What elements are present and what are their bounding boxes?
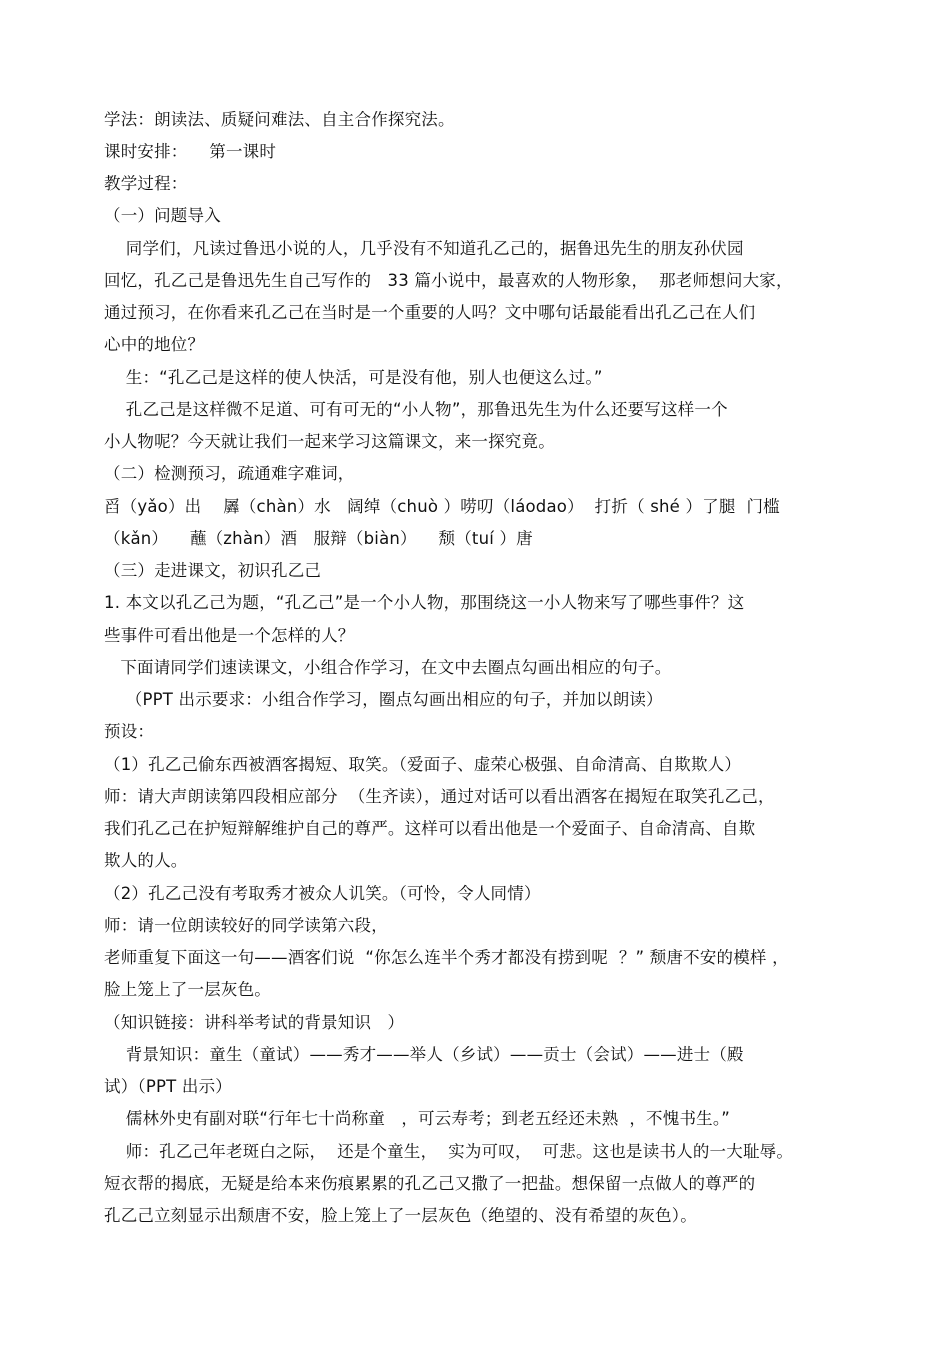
paragraph-line: 回忆，孔乙己是鲁迅先生自己写作的 33 篇小说中，最喜欢的人物形象， 那老师想问大家，	[104, 271, 793, 290]
paragraph-line: 儒林外史有副对联“行年七十尚称童 ，可云寿考；到老五经还未熟 ，不愧书生。”	[104, 1109, 731, 1128]
paragraph-line: 欺人的人。	[104, 851, 188, 870]
section-heading-3: （三）走进课文，初识孔乙己	[104, 561, 322, 580]
text-line-process-heading: 教学过程：	[104, 174, 188, 193]
paragraph-line: 老师重复下面这一句——酒客们说 “你怎么连半个秀才都没有捞到呢 ？” 颓唐不安的模样 ，	[104, 948, 789, 967]
paragraph-line: 试）（PPT 出示）	[104, 1077, 232, 1096]
paragraph-line: 小人物呢？今天就让我们一起来学习这篇课文，来一探究竟。	[104, 432, 555, 451]
paragraph-line: 短衣帮的揭底，无疑是给本来伤痕累累的孔乙己又撒了一把盐。想保留一点做人的尊严的	[104, 1174, 756, 1193]
paragraph-line: （1）孔乙己偷东西被酒客揭短、取笑。（爱面子、虚荣心极强、自命清高、自欺欺人）	[104, 755, 742, 774]
paragraph-line: （知识链接：讲科举考试的背景知识 ）	[104, 1013, 405, 1032]
paragraph-line: 下面请同学们速读课文，小组合作学习，在文中去圈点勾画出相应的句子。	[104, 658, 672, 677]
paragraph-line: 背景知识：童生（童试）——秀才——举人（乡试）——贡士（会试）——进士（殿	[104, 1045, 744, 1064]
paragraph-line: 孔乙己立刻显示出颓唐不安，脸上笼上了一层灰色（绝望的、没有希望的灰色）。	[104, 1206, 697, 1225]
paragraph-line: 1. 本文以孔乙己为题，“孔乙己”是一个小人物，那围绕这一小人物来写了哪些事件？这	[104, 593, 745, 612]
paragraph-line: 生：“孔乙己是这样的使人快活，可是没有他，别人也便这么过。”	[104, 368, 603, 387]
paragraph-line: 师：请一位朗读较好的同学读第六段，	[104, 916, 388, 935]
section-heading-1: （一）问题导入	[104, 206, 221, 225]
paragraph-line: 师：孔乙己年老斑白之际， 还是个童生， 实为可叹， 可悲。这也是读书人的一大耻辱。	[104, 1142, 794, 1161]
paragraph-line: 预设：	[104, 722, 155, 741]
paragraph-line: 孔乙己是这样微不足道、可有可无的“小人物”，那鲁迅先生为什么还要写这样一个	[104, 400, 728, 419]
paragraph-line: 些事件可看出他是一个怎样的人？	[104, 626, 355, 645]
vocabulary-line: 舀（yǎo）出 羼（chàn）水 阔绰（chuò ）唠叨（láodao） 打折（ shé ）了腿 门槛	[104, 497, 780, 516]
text-line-learning-method: 学法：朗读法、质疑问难法、自主合作探究法。	[104, 110, 455, 129]
vocabulary-line: （kǎn） 蘸（zhàn）酒 服辩（biàn） 颓（tuí ）唐	[104, 529, 533, 548]
paragraph-line: 同学们，凡读过鲁迅小说的人，几乎没有不知道孔乙己的，据鲁迅先生的朋友孙伏园	[104, 239, 744, 258]
paragraph-line: 师：请大声朗读第四段相应部分 （生齐读），通过对话可以看出酒客在揭短在取笑孔乙己，	[104, 787, 775, 806]
paragraph-line: 通过预习，在你看来孔乙己在当时是一个重要的人吗？文中哪句话最能看出孔乙己在人们	[104, 303, 756, 322]
paragraph-line: 脸上笼上了一层灰色。	[104, 980, 271, 999]
paragraph-line: 我们孔乙己在护短辩解维护自己的尊严。这样可以看出他是一个爱面子、自命清高、自欺	[104, 819, 756, 838]
section-heading-2: （二）检测预习，疏通难字难词，	[104, 464, 355, 483]
text-line-schedule: 课时安排： 第一课时	[104, 142, 277, 161]
paragraph-line: （PPT 出示要求：小组合作学习，圈点勾画出相应的句子，并加以朗读）	[104, 690, 663, 709]
paragraph-line: （2）孔乙己没有考取秀才被众人讥笑。（可怜，令人同情）	[104, 884, 541, 903]
paragraph-line: 心中的地位？	[104, 335, 205, 354]
